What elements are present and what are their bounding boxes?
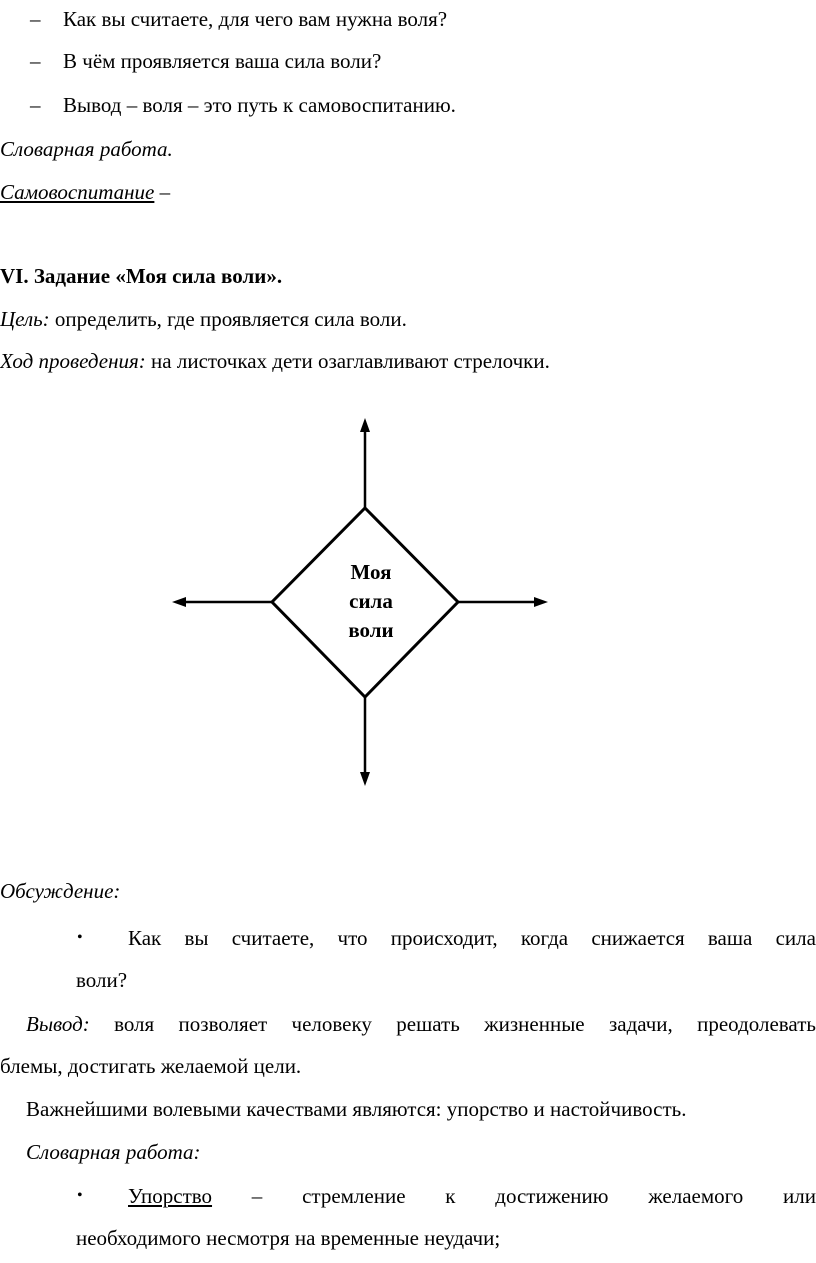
vocabulary-heading-2: Словарная работа: [26, 1140, 201, 1164]
word: к [445, 1184, 456, 1208]
goal-text: определить, где проявляется сила воли. [49, 307, 407, 331]
term-definition-2-cont: необходимого несмотря на временные неудачи; [76, 1226, 501, 1250]
question-text: В чём проявляется ваша сила воли? [63, 49, 382, 73]
diagram-label-line2: сила [349, 589, 393, 613]
question-text: Вывод – воля – это путь к самовоспитанию. [63, 93, 456, 117]
word: решать [396, 1012, 460, 1036]
term-definition-2 [128, 1183, 816, 1209]
word: сила [775, 926, 816, 950]
discussion-question-cont: воли? [76, 968, 128, 992]
word: желаемого [648, 1184, 744, 1208]
word: преодолевать [697, 1012, 816, 1036]
arrow-down-head [360, 772, 370, 786]
qualities-text: Важнейшими волевыми качествами являются: упорство и настойчивость. [26, 1097, 687, 1121]
dash-marker: – [30, 7, 41, 31]
goal-label: Цель: [0, 307, 50, 331]
term-dash: – [154, 180, 171, 204]
word: достижению [495, 1184, 609, 1208]
bullet-marker: • [77, 929, 83, 946]
discussion-heading: Обсуждение: [0, 879, 121, 903]
word: снижается [591, 926, 685, 950]
word: воля [114, 1012, 155, 1036]
word: позволяет [178, 1012, 268, 1036]
conclusion-label: Вывод: [26, 1012, 90, 1036]
dash-marker: – [30, 93, 41, 117]
word: – [251, 1184, 263, 1208]
word: Как [128, 926, 162, 950]
diagram-label-line1: Моя [350, 560, 392, 584]
procedure-text: на листочках дети озаглавливают стрелочки. [145, 349, 550, 373]
word: происходит, [390, 926, 498, 950]
procedure-label: Ход проведения: [0, 349, 146, 373]
bullet-marker: • [77, 1187, 83, 1204]
word: стремление [302, 1184, 406, 1208]
word: ваша [707, 926, 753, 950]
word: считаете, [231, 926, 315, 950]
word: жизненные [484, 1012, 585, 1036]
term-word: Упорство [128, 1184, 213, 1208]
arrow-up-head [360, 418, 370, 432]
word: человеку [291, 1012, 372, 1036]
word: вы [184, 926, 209, 950]
vocabulary-heading: Словарная работа. [0, 137, 173, 161]
conclusion-cont: блемы, достигать желаемой цели. [0, 1054, 302, 1078]
section-title: VI. Задание «Моя сила воли». [0, 264, 283, 288]
word: задачи, [608, 1012, 673, 1036]
diagram-label-line3: воли [348, 618, 394, 642]
conclusion-line [26, 1011, 816, 1037]
term-word: Самовоспитание [0, 180, 155, 204]
word: когда [520, 926, 569, 950]
arrow-left-head [172, 597, 186, 607]
word: что [337, 926, 368, 950]
word: или [783, 1184, 816, 1208]
arrow-right-head [534, 597, 548, 607]
question-text: Как вы считаете, для чего вам нужна воля? [63, 7, 448, 31]
discussion-question [128, 925, 816, 951]
dash-marker: – [30, 49, 41, 73]
